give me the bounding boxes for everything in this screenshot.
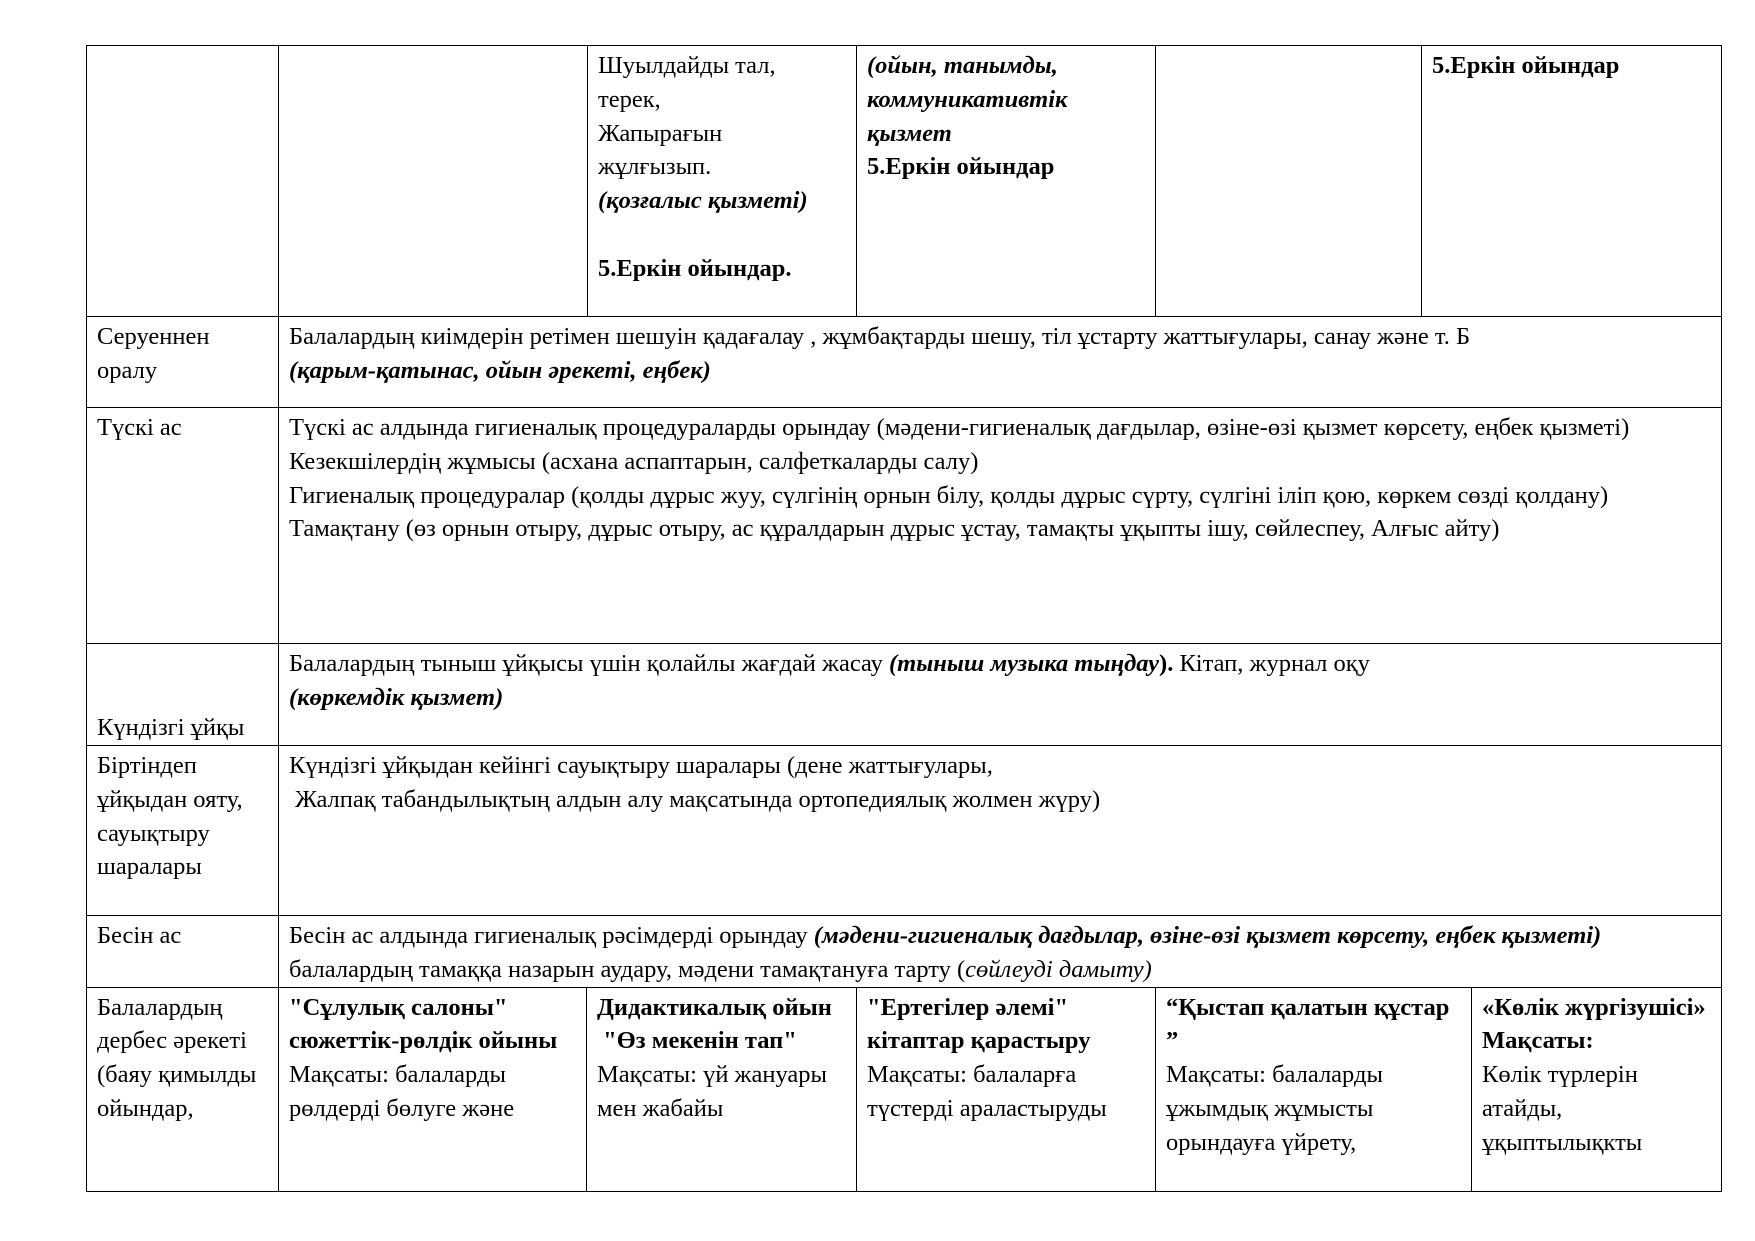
- activity-cell-1: [279, 987, 587, 1191]
- activity-note: (қарым-қатынас, ойын әрекеті, еңбек): [289, 356, 711, 384]
- activity-title: "Ертегілер әлемі" кітаптар қарастыру: [867, 993, 1091, 1055]
- row-label: Түскі ас: [87, 408, 279, 644]
- activity-note: (мәдени-гигиеналық дағдылар, өзіне-өзі қызмет көрсету, еңбек қызметі): [813, 922, 1602, 949]
- activity-title: “Қыстап қалатын құстар ”: [1166, 993, 1450, 1055]
- activity-note: (тыныш музыка тыңдау: [889, 650, 1160, 677]
- row-content: [279, 746, 1722, 916]
- free-games-label: 5.Еркін ойындар: [867, 153, 1055, 181]
- activity-goal-label: Мақсаты:: [1482, 1027, 1594, 1055]
- top-cell-5: [1156, 46, 1422, 317]
- activity-title: "Сұлулық салоны" сюжеттік-рөлдік ойыны: [289, 993, 558, 1055]
- text-run: балалардың тамаққа назарын аудару, мәдени тамақтануға тарту (: [289, 955, 966, 983]
- activity-goal: Көлік түрлерін атайды, ұқыптылықкты: [1482, 1061, 1643, 1156]
- free-games-label: 5.Еркін ойындар.: [598, 254, 792, 282]
- table-row-birtindep: [87, 746, 1722, 916]
- top-cell-6: [1422, 46, 1722, 317]
- row-label: Бесін ас: [87, 916, 279, 988]
- row-text: Тамақтану (өз орнын отыру, дұрыс отыру, ас құралдарын дұрыс ұстау, тамақты ұқыпты ішу, сөйлеспеу, Алғыс айту): [289, 515, 1500, 543]
- top-cell-3: [588, 46, 857, 317]
- table-row-seruen: [87, 317, 1722, 408]
- spacer: [598, 218, 846, 252]
- free-games-label: 5.Еркін ойындар: [1432, 52, 1620, 79]
- row-content: [279, 916, 1722, 988]
- top-cell-1: [87, 46, 279, 317]
- top-cell-2: [279, 46, 588, 317]
- activity-goal: Мақсаты: балаларды ұжымдық жұмысты орындауға үйрету,: [1166, 1061, 1383, 1156]
- schedule-table: [86, 45, 1722, 1192]
- activity-title: «Көлік жүргізушісі»: [1482, 993, 1706, 1021]
- row-text: Түскі ас алдында гигиеналық процедураларды орындау (мәдени-гигиеналық дағдылар, өзіне-өзі қызмет көрсету, еңбек қызметі): [289, 414, 1630, 441]
- activity-note: (көркемдік қызмет): [289, 683, 504, 711]
- activity-goal: Мақсаты: балаларды рөлдерді бөлуге және: [289, 1061, 515, 1122]
- row-label-text: Күндізгі ұйқы: [97, 714, 245, 742]
- top-cell-4: [857, 46, 1156, 317]
- activity-title: Дидактикалық ойын: [597, 993, 832, 1021]
- row-text: Балалардың киімдерін ретімен шешуін қадағалау , жұмбақтарды шешу, тіл ұстарту жаттығулары, санау және т. Б: [289, 323, 1471, 350]
- activity-cell-4: [1156, 987, 1472, 1191]
- row-label: [87, 644, 279, 746]
- row-text: Күндізгі ұйқыдан кейінгі сауықтыру шаралары (дене жаттығулары,: [289, 752, 993, 779]
- table-row-tuski-as: [87, 408, 1722, 644]
- text-line: Жапырағын: [598, 119, 723, 147]
- activity-title: "Өз мекенін тап": [597, 1027, 797, 1055]
- row-content: [279, 644, 1722, 746]
- text-run: сөйлеуді дамыту): [965, 955, 1152, 983]
- text-run: Бесін ас алдында гигиеналық рәсімдерді орындау: [289, 922, 814, 949]
- table-row-kundizgi: [87, 644, 1722, 746]
- row-content: [279, 317, 1722, 408]
- text-run: Кітап, журнал оқу: [1173, 650, 1370, 677]
- activity-goal: Мақсаты: үй жануары мен жабайы: [597, 1061, 827, 1122]
- activity-cell-2: [587, 987, 857, 1191]
- row-text: [289, 647, 1711, 681]
- row-content: [279, 408, 1722, 644]
- row-text: Гигиеналық процедуралар (қолды дұрыс жуу, сүлгінің орнын білу, қолды дұрыс сүрту, сүлгіні іліп қою, көркем сөзді қолдану): [289, 481, 1609, 509]
- activity-note: (қозғалыс қызметі): [598, 187, 808, 215]
- table-row-besin: [87, 916, 1722, 988]
- document-page: [86, 45, 1721, 1192]
- text-run: ).: [1159, 650, 1174, 677]
- row-label: Балалардың дербес әрекеті (баяу қимылды ойындар,: [87, 987, 279, 1191]
- activity-cell-3: [857, 987, 1156, 1191]
- row-text: [289, 919, 1711, 987]
- table-row-derbes: [87, 987, 1722, 1191]
- activity-cell-5: [1472, 987, 1722, 1191]
- activity-goal: Мақсаты: балаларға түстерді араластыруды: [867, 1061, 1107, 1122]
- text-line: терек,: [598, 85, 661, 113]
- row-label: Біртіндеп ұйқыдан ояту, сауықтыру шаралары: [87, 746, 279, 916]
- text-line: жұлғызып.: [598, 153, 712, 181]
- row-text: Кезекшілердің жұмысы (асхана аспаптарын, салфеткаларды салу): [289, 447, 979, 475]
- text-line: Шуылдайды тал,: [598, 52, 776, 79]
- activity-note: (ойын, танымды, коммуникативтік қызмет: [867, 52, 1068, 147]
- text-run: Балалардың тыныш ұйқысы үшін қолайлы жағдай жасау: [289, 650, 889, 677]
- table-row-top: [87, 46, 1722, 317]
- row-text: Жалпақ табандылықтың алдын алу мақсатында ортопедиялық жолмен жүру): [289, 785, 1101, 813]
- row-label: Серуеннен оралу: [87, 317, 279, 408]
